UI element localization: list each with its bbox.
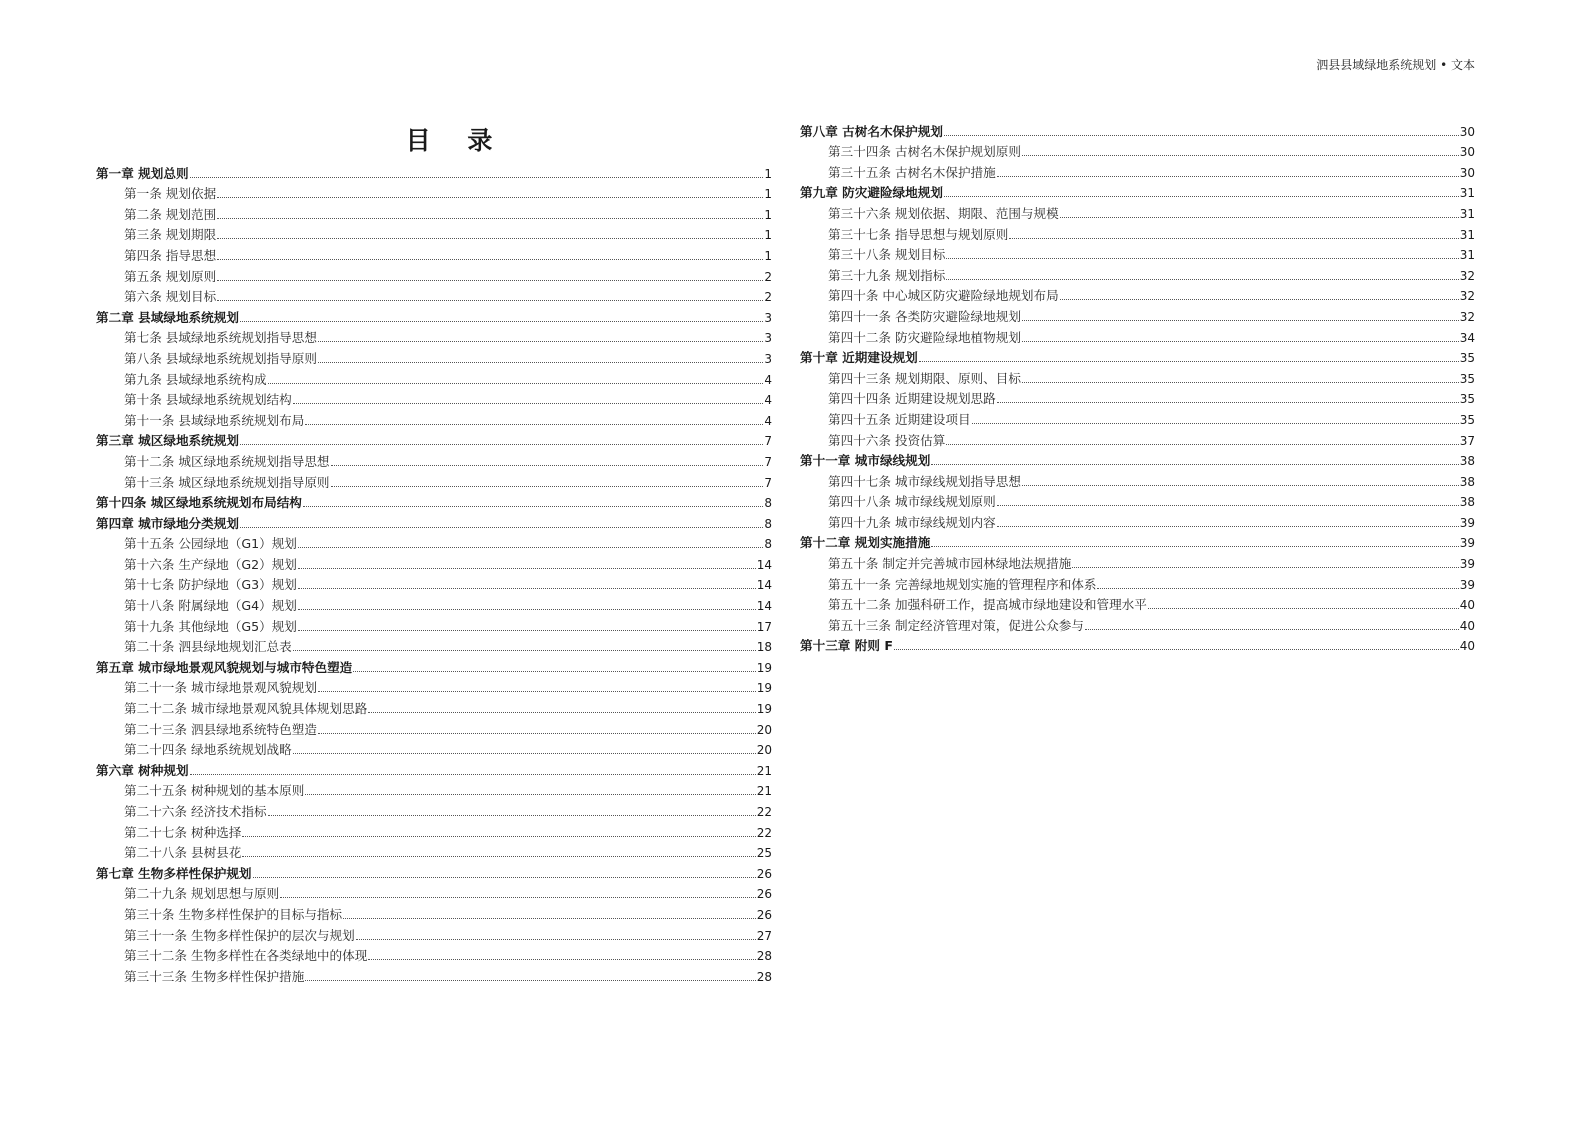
toc-article-entry[interactable] (96, 326, 772, 347)
toc-article-entry[interactable] (96, 696, 772, 717)
toc-entry-label: 第二十四条 绿地系统规划战略 (124, 742, 292, 758)
toc-page-number: 22 (756, 825, 772, 840)
dot-leader (353, 671, 755, 672)
dot-leader (946, 444, 1458, 445)
toc-entry-label: 第三十七条 指导思想与规划原则 (828, 226, 1009, 242)
toc-page-number: 27 (756, 928, 772, 943)
toc-article-entry[interactable] (96, 470, 772, 491)
toc-page-number: 26 (756, 866, 772, 881)
toc-page-number: 38 (1459, 454, 1475, 469)
toc-page-number: 7 (764, 434, 772, 449)
dot-leader (242, 836, 755, 837)
dot-leader (997, 402, 1459, 403)
toc-article-entry[interactable] (800, 593, 1475, 614)
toc-article-entry[interactable] (96, 573, 772, 594)
dot-leader (280, 897, 756, 898)
toc-page-number: 8 (764, 516, 772, 531)
toc-page-number: 1 (764, 248, 772, 263)
dot-leader (190, 774, 756, 775)
toc-page-number: 39 (1459, 536, 1475, 551)
dot-leader (298, 547, 763, 548)
toc-article-entry[interactable] (96, 676, 772, 697)
toc-entry-label: 第二十七条 树种选择 (124, 824, 242, 840)
toc-chapter-entry[interactable] (96, 161, 772, 182)
toc-page-number: 7 (764, 454, 772, 469)
toc-chapter-entry[interactable] (96, 305, 772, 326)
toc-entry-label: 第三条 规划期限 (124, 227, 217, 243)
toc-entry-label: 第三十五条 古树名木保护措施 (828, 164, 996, 180)
dot-leader (240, 444, 763, 445)
toc-entry-label: 第二条 规划范围 (124, 206, 217, 222)
toc-article-entry[interactable] (96, 285, 772, 306)
toc-article-entry[interactable] (96, 882, 772, 903)
toc-chapter-entry[interactable] (800, 181, 1475, 202)
dot-leader (931, 464, 1458, 465)
toc-chapter-entry[interactable] (96, 429, 772, 450)
toc-article-entry[interactable] (96, 491, 772, 512)
dot-leader (318, 341, 763, 342)
toc-page-number: 35 (1459, 412, 1475, 427)
toc-page-number: 37 (1459, 433, 1475, 448)
toc-article-entry[interactable] (96, 593, 772, 614)
toc-article-entry[interactable] (800, 366, 1475, 387)
toc-page-number: 39 (1459, 515, 1475, 530)
dot-leader (931, 546, 1458, 547)
dot-leader (1072, 567, 1458, 568)
toc-article-entry[interactable] (800, 469, 1475, 490)
toc-article-entry[interactable] (96, 243, 772, 264)
page-title: 目 录 (405, 126, 507, 155)
toc-article-entry[interactable] (800, 572, 1475, 593)
toc-entry-label: 第十二章 规划实施措施 (800, 535, 931, 551)
dot-leader (944, 196, 1459, 197)
toc-page-number: 35 (1459, 371, 1475, 386)
toc-page-number: 31 (1459, 248, 1475, 263)
toc-article-entry[interactable] (800, 263, 1475, 284)
toc-page-number: 1 (764, 228, 772, 243)
toc-article-entry[interactable] (96, 532, 772, 553)
toc-page-number: 40 (1459, 639, 1475, 654)
dot-leader (1060, 217, 1459, 218)
toc-entry-label: 第三十四条 古树名木保护规划原则 (828, 144, 1021, 160)
dot-leader (268, 383, 764, 384)
toc-page-number: 3 (764, 331, 772, 346)
toc-page-number: 26 (756, 887, 772, 902)
dot-leader (293, 650, 756, 651)
toc-page-number: 19 (756, 660, 772, 675)
toc-article-entry[interactable] (96, 902, 772, 923)
toc-article-entry[interactable] (800, 387, 1475, 408)
toc-chapter-entry[interactable] (800, 449, 1475, 470)
toc-page-number: 19 (756, 702, 772, 717)
toc-chapter-entry[interactable] (96, 861, 772, 882)
dot-leader (997, 526, 1459, 527)
toc-entry-label: 第十三条 城区绿地系统规划指导原则 (124, 474, 330, 490)
dot-leader (946, 258, 1458, 259)
toc-entry-label: 第五十二条 加强科研工作，提高城市绿地建设和管理水平 (828, 597, 1147, 613)
dot-leader (298, 630, 756, 631)
toc-entry-label: 第二十一条 城市绿地景观风貌规划 (124, 680, 317, 696)
toc-article-entry[interactable] (96, 841, 772, 862)
toc-list-left (96, 161, 772, 985)
toc-entry-label: 第二章 县域绿地系统规划 (96, 309, 239, 325)
toc-page-number: 28 (756, 969, 772, 984)
toc-entry-label: 第三十二条 生物多样性在各类绿地中的体现 (124, 948, 368, 964)
toc-entry-label: 第十七条 防护绿地（G3）规划 (124, 577, 297, 593)
toc-page-number: 38 (1459, 474, 1475, 489)
toc-entry-label: 第五十三条 制定经济管理对策，促进公众参与 (828, 617, 1084, 633)
toc-entry-label: 第十条 县域绿地系统规划结构 (124, 392, 292, 408)
toc-page-number: 1 (764, 166, 772, 181)
toc-entry-label: 第四十条 中心城区防灾避险绿地规划布局 (828, 288, 1059, 304)
toc-page-number: 3 (764, 351, 772, 366)
toc-entry-label: 第十章 近期建设规划 (800, 350, 918, 366)
toc-page-number: 26 (756, 907, 772, 922)
toc-entry-label: 第三章 城区绿地系统规划 (96, 433, 239, 449)
toc-article-entry[interactable] (96, 635, 772, 656)
dot-leader (972, 423, 1459, 424)
toc-page-number: 2 (764, 290, 772, 305)
toc-entry-label: 第四十七条 城市绿线规划指导思想 (828, 473, 1021, 489)
toc-entry-label: 第三十条 生物多样性保护的目标与指标 (124, 906, 343, 922)
dot-leader (293, 753, 756, 754)
toc-article-entry[interactable] (96, 944, 772, 965)
toc-entry-label: 第四十五条 近期建设项目 (828, 411, 971, 427)
toc-chapter-entry[interactable] (800, 634, 1475, 655)
toc-article-entry[interactable] (800, 551, 1475, 572)
toc-page-number: 40 (1459, 618, 1475, 633)
toc-page-number: 34 (1459, 330, 1475, 345)
toc-page-number: 14 (756, 578, 772, 593)
toc-chapter-entry[interactable] (96, 511, 772, 532)
toc-page-number: 30 (1459, 145, 1475, 160)
toc-entry-label: 第三十一条 生物多样性保护的层次与规划 (124, 927, 355, 943)
toc-entry-label: 第四十四条 近期建设规划思路 (828, 391, 996, 407)
toc-page-number: 20 (756, 743, 772, 758)
toc-article-entry[interactable] (800, 490, 1475, 511)
toc-page-number: 1 (764, 207, 772, 222)
dot-leader (217, 300, 763, 301)
dot-leader (268, 815, 756, 816)
toc-entry-label: 第二十五条 树种规划的基本原则 (124, 783, 305, 799)
toc-entry-label: 第四十二条 防灾避险绿地植物规划 (828, 329, 1021, 345)
toc-page-number: 17 (756, 619, 772, 634)
dot-leader (318, 733, 756, 734)
toc-article-entry[interactable] (96, 923, 772, 944)
dot-leader (217, 259, 763, 260)
toc-entry-label: 第八章 古树名木保护规划 (800, 123, 943, 139)
toc-entry-label: 第五十一条 完善绿地规划实施的管理程序和体系 (828, 576, 1097, 592)
toc-entry-label: 第十四条 城区绿地系统规划布局结构 (96, 495, 302, 511)
toc-page-number: 32 (1459, 289, 1475, 304)
toc-article-entry[interactable] (800, 325, 1475, 346)
toc-entry-label: 第一章 规划总则 (96, 165, 189, 181)
toc-article-entry[interactable] (96, 779, 772, 800)
toc-article-entry[interactable] (96, 552, 772, 573)
toc-article-entry[interactable] (96, 408, 772, 429)
toc-page-number: 35 (1459, 392, 1475, 407)
dot-leader (368, 712, 755, 713)
dot-leader (1009, 238, 1458, 239)
toc-entry-label: 第六章 树种规划 (96, 762, 189, 778)
dot-leader (242, 856, 755, 857)
toc-page-number: 8 (764, 496, 772, 511)
toc-page-number: 39 (1459, 557, 1475, 572)
toc-article-entry[interactable] (96, 820, 772, 841)
toc-article-entry[interactable] (800, 140, 1475, 161)
toc-page-number: 38 (1459, 495, 1475, 510)
toc-entry-label: 第五章 城市绿地景观风貌规划与城市特色塑造 (96, 659, 353, 675)
toc-entry-label: 第十五条 公园绿地（G1）规划 (124, 536, 297, 552)
toc-article-entry[interactable] (800, 613, 1475, 634)
running-header: 泗县县域绿地系统规划 • 文本 (1316, 58, 1475, 72)
toc-entry-label: 第九章 防灾避险绿地规划 (800, 185, 943, 201)
dot-leader (944, 135, 1459, 136)
toc-page-number: 32 (1459, 309, 1475, 324)
toc-page-number: 31 (1459, 227, 1475, 242)
toc-chapter-entry[interactable] (800, 119, 1475, 140)
toc-article-entry[interactable] (800, 304, 1475, 325)
dot-leader (946, 279, 1458, 280)
toc-entry-label: 第二十八条 县树县花 (124, 845, 242, 861)
toc-page-number: 19 (756, 681, 772, 696)
toc-page-number: 14 (756, 599, 772, 614)
toc-page-number: 30 (1459, 124, 1475, 139)
toc-entry-label: 第一条 规划依据 (124, 186, 217, 202)
dot-leader (331, 486, 764, 487)
dot-leader (331, 465, 764, 466)
dot-leader (343, 918, 756, 919)
toc-entry-label: 第六条 规划目标 (124, 289, 217, 305)
dot-leader (293, 403, 764, 404)
toc-article-entry[interactable] (800, 222, 1475, 243)
toc-entry-label: 第七条 县域绿地系统规划指导思想 (124, 330, 317, 346)
toc-entry-label: 第四十三条 规划期限、原则、目标 (828, 370, 1021, 386)
toc-page-number: 20 (756, 722, 772, 737)
toc-article-entry[interactable] (96, 388, 772, 409)
toc-entry-label: 第四十八条 城市绿线规划原则 (828, 494, 996, 510)
toc-entry-label: 第二十二条 城市绿地景观风貌具体规划思路 (124, 701, 368, 717)
dot-leader (1148, 608, 1459, 609)
toc-entry-label: 第二十九条 规划思想与原则 (124, 886, 280, 902)
dot-leader (305, 424, 763, 425)
dot-leader (1022, 155, 1459, 156)
toc-entry-label: 第二十六条 经济技术指标 (124, 804, 267, 819)
dot-leader (1097, 588, 1458, 589)
toc-page-number: 1 (764, 187, 772, 202)
toc-entry-label: 第十一章 城市绿线规划 (800, 453, 931, 469)
dot-leader (318, 691, 756, 692)
toc-entry-label: 第九条 县域绿地系统构成 (124, 371, 267, 387)
toc-entry-label: 第二十条 泗县绿地规划汇总表 (124, 639, 292, 655)
toc-article-entry[interactable] (800, 160, 1475, 181)
toc-page-number: 2 (764, 269, 772, 284)
dot-leader (997, 176, 1459, 177)
toc-article-entry[interactable] (96, 182, 772, 203)
toc-page-number: 21 (756, 784, 772, 799)
toc-entry-label: 第十九条 其他绿地（G5）规划 (124, 618, 297, 634)
toc-page-number: 3 (764, 310, 772, 325)
toc-article-entry[interactable] (800, 407, 1475, 428)
toc-page-number: 4 (764, 393, 772, 408)
dot-leader (217, 238, 763, 239)
toc-chapter-entry[interactable] (800, 346, 1475, 367)
toc-article-entry[interactable] (800, 428, 1475, 449)
toc-page-number: 35 (1459, 351, 1475, 366)
toc-article-entry[interactable] (96, 449, 772, 470)
dot-leader (1060, 299, 1459, 300)
toc-page-number: 25 (756, 846, 772, 861)
toc-article-entry[interactable] (800, 243, 1475, 264)
dot-leader (190, 177, 764, 178)
toc-article-entry[interactable] (96, 717, 772, 738)
toc-article-entry[interactable] (96, 264, 772, 285)
toc-entry-label: 第四条 指导思想 (124, 247, 217, 263)
dot-leader (1022, 320, 1459, 321)
toc-page-number: 4 (764, 413, 772, 428)
dot-leader (356, 939, 756, 940)
toc-entry-label: 第三十九条 规划指标 (828, 267, 946, 283)
toc-entry-label: 第七章 生物多样性保护规划 (96, 865, 252, 881)
toc-entry-label: 第十六条 生产绿地（G2）规划 (124, 556, 297, 572)
toc-page-number: 4 (764, 372, 772, 387)
dot-leader (1022, 341, 1459, 342)
toc-chapter-entry[interactable] (800, 531, 1475, 552)
dot-leader (1085, 629, 1459, 630)
dot-leader (305, 794, 755, 795)
dot-leader (1022, 382, 1459, 383)
dot-leader (1022, 485, 1459, 486)
toc-page-number: 8 (764, 537, 772, 552)
toc-page-number: 22 (756, 805, 772, 819)
toc-entry-label: 第五十条 制定并完善城市园林绿地法规措施 (828, 556, 1072, 572)
toc-entry-label: 第四十六条 投资估算 (828, 432, 946, 448)
dot-leader (217, 280, 763, 281)
toc-article-entry[interactable] (800, 201, 1475, 222)
toc-entry-label: 第十一条 县域绿地系统规划布局 (124, 412, 305, 428)
toc-article-entry[interactable] (800, 510, 1475, 531)
toc-entry-label: 第十二条 城区绿地系统规划指导思想 (124, 453, 330, 469)
toc-entry-label: 第三十八条 规划目标 (828, 247, 946, 263)
dot-leader (240, 527, 763, 528)
toc-chapter-entry[interactable] (96, 655, 772, 676)
dot-leader (305, 980, 755, 981)
toc-page-number: 40 (1459, 598, 1475, 613)
toc-entry-label: 第十八条 附属绿地（G4）规划 (124, 598, 297, 614)
toc-page-number: 18 (756, 640, 772, 655)
toc-entry-label: 第八条 县域绿地系统规划指导原则 (124, 350, 317, 366)
toc-article-entry[interactable] (800, 284, 1475, 305)
dot-leader (298, 609, 756, 610)
toc-article-entry[interactable] (96, 964, 772, 985)
dot-leader (318, 362, 763, 363)
toc-page-number: 31 (1459, 206, 1475, 221)
toc-page-number: 7 (764, 475, 772, 490)
dot-leader (298, 588, 756, 589)
toc-entry-label: 第五条 规划原则 (124, 268, 217, 284)
dot-leader (368, 959, 755, 960)
toc-page-number: 14 (756, 557, 772, 572)
toc-entry-label: 第三十六条 规划依据、期限、范围与规模 (828, 205, 1059, 221)
dot-leader (894, 649, 1459, 650)
dot-leader (997, 505, 1459, 506)
toc-article-entry[interactable] (96, 367, 772, 388)
toc-entry-label: 第四十一条 各类防灾避险绿地规划 (828, 308, 1021, 324)
toc-page-number: 32 (1459, 268, 1475, 283)
toc-page-number: 28 (756, 949, 772, 964)
dot-leader (217, 197, 763, 198)
toc-article-entry[interactable] (96, 223, 772, 244)
toc-entry-label: 第四十九条 城市绿线规划内容 (828, 514, 996, 530)
toc-page-number: 31 (1459, 186, 1475, 201)
dot-leader (303, 506, 763, 507)
toc-chapter-entry[interactable] (96, 758, 772, 779)
toc-entry-label: 第四章 城市绿地分类规划 (96, 515, 239, 531)
toc-page-number: 39 (1459, 577, 1475, 592)
toc-article-entry[interactable] (96, 202, 772, 223)
toc-page-number: 30 (1459, 165, 1475, 180)
toc-article-entry[interactable] (96, 799, 772, 820)
toc-entry-label: 第十三章 附则 F (800, 638, 893, 654)
dot-leader (253, 877, 756, 878)
dot-leader (298, 568, 756, 569)
toc-list-right (800, 119, 1475, 654)
dot-leader (240, 321, 763, 322)
toc-entry-label: 第二十三条 泗县绿地系统特色塑造 (124, 721, 317, 737)
toc-article-entry[interactable] (96, 346, 772, 367)
toc-entry-label: 第三十三条 生物多样性保护措施 (124, 968, 305, 984)
toc-page-number: 21 (756, 763, 772, 778)
toc-article-entry[interactable] (96, 738, 772, 759)
dot-leader (919, 361, 1459, 362)
toc-article-entry[interactable] (96, 614, 772, 635)
dot-leader (217, 218, 763, 219)
